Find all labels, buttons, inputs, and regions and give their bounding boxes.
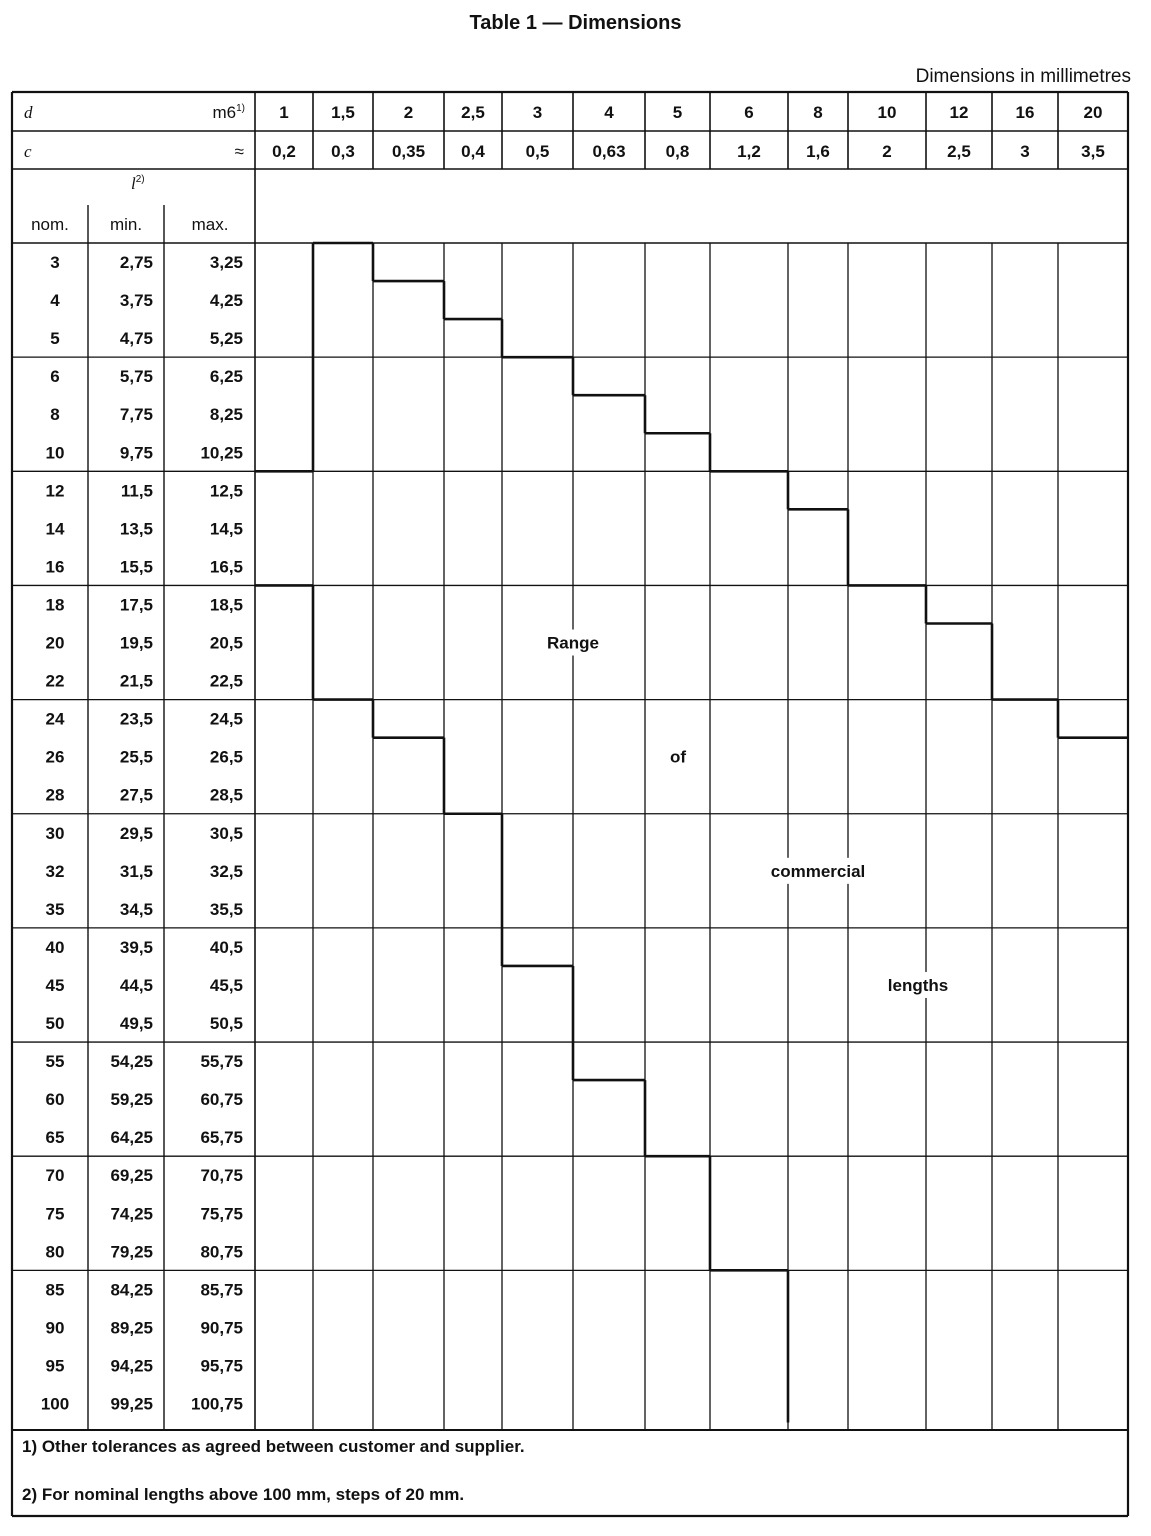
max-length: 95,75 <box>200 1356 243 1376</box>
max-length: 4,25 <box>209 291 243 311</box>
min-length: 59,25 <box>110 1090 153 1110</box>
nominal-length: 18 <box>45 595 65 615</box>
max-length: 3,25 <box>209 253 243 273</box>
max-length: 35,5 <box>209 899 243 919</box>
l-footnote-ref: 2) <box>135 174 145 185</box>
d-value: 16 <box>1015 103 1035 122</box>
nominal-length: 50 <box>45 1014 65 1034</box>
min-length: 89,25 <box>110 1318 153 1338</box>
min-length: 23,5 <box>119 709 153 729</box>
max-length: 85,75 <box>200 1280 243 1300</box>
nominal-length: 20 <box>45 633 65 653</box>
c-label: c <box>24 142 32 161</box>
nominal-length: 8 <box>50 405 60 425</box>
min-length: 79,25 <box>110 1242 153 1262</box>
d-value: 4 <box>604 103 614 122</box>
min-length: 15,5 <box>119 557 153 577</box>
nominal-length: 70 <box>45 1166 65 1186</box>
range-label: commercial <box>770 861 866 881</box>
max-length: 8,25 <box>209 405 243 425</box>
nominal-length: 100 <box>40 1394 70 1414</box>
c-value: 2 <box>882 142 892 161</box>
c-value: 0,8 <box>665 142 690 161</box>
min-length: 44,5 <box>119 975 153 995</box>
table-title: Table 1 — Dimensions <box>469 12 682 34</box>
header-min: min. <box>109 215 143 234</box>
table-grid <box>12 92 1128 1516</box>
d-value: 5 <box>672 103 683 122</box>
nominal-length: 40 <box>45 937 65 957</box>
table-text <box>24 103 1105 1414</box>
c-value: 3 <box>1020 142 1030 161</box>
c-value: 0,3 <box>331 142 355 161</box>
nominal-length: 95 <box>45 1356 65 1376</box>
header-nom: nom. <box>31 215 69 234</box>
max-length: 100,75 <box>191 1394 243 1414</box>
range-label: Range <box>547 633 599 653</box>
nominal-length: 4 <box>50 291 60 311</box>
max-length: 70,75 <box>200 1166 243 1186</box>
max-length: 60,75 <box>200 1090 243 1110</box>
min-length: 99,25 <box>110 1394 153 1414</box>
l-label-value: l <box>131 174 136 193</box>
range-label: of <box>669 747 687 767</box>
d-value: 1 <box>279 103 289 122</box>
nominal-length: 5 <box>50 329 60 349</box>
max-length: 65,75 <box>200 1128 243 1148</box>
d-value: 12 <box>949 103 969 122</box>
max-length: 45,5 <box>209 975 243 995</box>
max-length: 14,5 <box>209 519 243 539</box>
c-value: 0,4 <box>461 142 485 161</box>
nominal-length: 30 <box>45 823 65 843</box>
d-tolerance <box>212 103 245 122</box>
min-length: 13,5 <box>119 519 153 539</box>
max-length: 30,5 <box>209 823 243 843</box>
min-length: 19,5 <box>119 633 153 653</box>
nominal-length: 65 <box>45 1128 65 1148</box>
min-length: 54,25 <box>110 1052 153 1072</box>
nominal-length: 6 <box>50 367 60 387</box>
min-length: 25,5 <box>119 747 153 767</box>
c-value: 3,5 <box>1081 142 1105 161</box>
nominal-length: 60 <box>45 1090 65 1110</box>
max-length: 10,25 <box>200 443 243 463</box>
min-length: 11,5 <box>120 481 153 501</box>
max-length: 75,75 <box>200 1204 243 1224</box>
nominal-length: 45 <box>45 975 65 995</box>
nominal-length: 14 <box>45 519 65 539</box>
max-length: 28,5 <box>209 785 243 805</box>
max-length: 26,5 <box>209 747 243 767</box>
d-value: 20 <box>1083 103 1103 122</box>
nominal-length: 75 <box>45 1204 65 1224</box>
range-label: lengths <box>887 975 949 995</box>
nominal-length: 10 <box>45 443 65 463</box>
d-value: 1,5 <box>331 103 355 122</box>
min-length: 69,25 <box>110 1166 153 1186</box>
nominal-length: 85 <box>45 1280 65 1300</box>
nominal-length: 24 <box>45 709 65 729</box>
c-value: 0,35 <box>391 142 426 161</box>
nominal-length: 32 <box>45 861 65 881</box>
max-length: 16,5 <box>209 557 243 577</box>
min-length: 94,25 <box>110 1356 153 1376</box>
min-length: 29,5 <box>119 823 153 843</box>
nominal-length: 22 <box>45 671 65 691</box>
nominal-length: 28 <box>45 785 65 805</box>
c-value: 0,5 <box>525 142 550 161</box>
min-length: 7,75 <box>119 405 153 425</box>
footnote-1: 1) Other tolerances as agreed between customer and supplier. <box>22 1437 525 1456</box>
d-tolerance-value: m6 <box>212 103 237 122</box>
max-length: 80,75 <box>200 1242 243 1262</box>
min-length: 64,25 <box>110 1128 153 1148</box>
min-length: 2,75 <box>119 253 153 273</box>
nominal-length: 55 <box>45 1052 65 1072</box>
min-length: 84,25 <box>110 1280 153 1300</box>
min-length: 31,5 <box>119 861 153 881</box>
max-length: 32,5 <box>209 861 243 881</box>
min-length: 34,5 <box>119 899 153 919</box>
d-value: 8 <box>813 103 823 122</box>
c-value: 1,6 <box>806 142 830 161</box>
min-length: 21,5 <box>119 671 153 691</box>
max-length: 24,5 <box>209 709 243 729</box>
min-length: 49,5 <box>119 1014 153 1034</box>
max-length: 5,25 <box>209 329 243 349</box>
max-length: 22,5 <box>209 671 243 691</box>
min-length: 39,5 <box>119 937 153 957</box>
max-length: 40,5 <box>209 937 243 957</box>
max-length: 50,5 <box>209 1014 243 1034</box>
max-length: 12,5 <box>209 481 243 501</box>
d-value: 6 <box>744 103 754 122</box>
max-length: 20,5 <box>209 633 243 653</box>
max-length: 55,75 <box>200 1052 243 1072</box>
footnote-2: 2) For nominal lengths above 100 mm, steps of 20 mm. <box>22 1485 465 1504</box>
nominal-length: 3 <box>50 253 60 273</box>
c-value: 2,5 <box>947 142 971 161</box>
max-length: 6,25 <box>209 367 243 387</box>
l-label <box>131 174 145 193</box>
min-length: 17,5 <box>119 595 153 615</box>
nominal-length: 26 <box>45 747 65 767</box>
max-length: 18,5 <box>209 595 243 615</box>
min-length: 4,75 <box>119 329 153 349</box>
min-length: 74,25 <box>110 1204 153 1224</box>
d-tolerance-footnote-ref: 1) <box>236 103 245 114</box>
c-approx-sign: ≈ <box>234 142 244 161</box>
nominal-length: 12 <box>45 481 65 501</box>
header-max: max. <box>191 215 229 234</box>
min-length: 5,75 <box>119 367 153 387</box>
d-label: d <box>24 103 33 122</box>
c-value: 0,2 <box>272 142 296 161</box>
range-boundary <box>255 243 1128 1423</box>
max-length: 90,75 <box>200 1318 243 1338</box>
min-length: 27,5 <box>119 785 153 805</box>
nominal-length: 90 <box>45 1318 65 1338</box>
d-value: 2,5 <box>461 103 485 122</box>
d-value: 2 <box>403 103 414 122</box>
d-value: 10 <box>877 103 897 122</box>
nominal-length: 16 <box>45 557 65 577</box>
nominal-length: 80 <box>45 1242 65 1262</box>
c-value: 0,63 <box>592 142 626 161</box>
d-value: 3 <box>532 103 543 122</box>
nominal-length: 35 <box>45 899 65 919</box>
units-note: Dimensions in millimetres <box>915 66 1131 87</box>
c-value: 1,2 <box>737 142 761 161</box>
min-length: 3,75 <box>119 291 153 311</box>
min-length: 9,75 <box>119 443 153 463</box>
